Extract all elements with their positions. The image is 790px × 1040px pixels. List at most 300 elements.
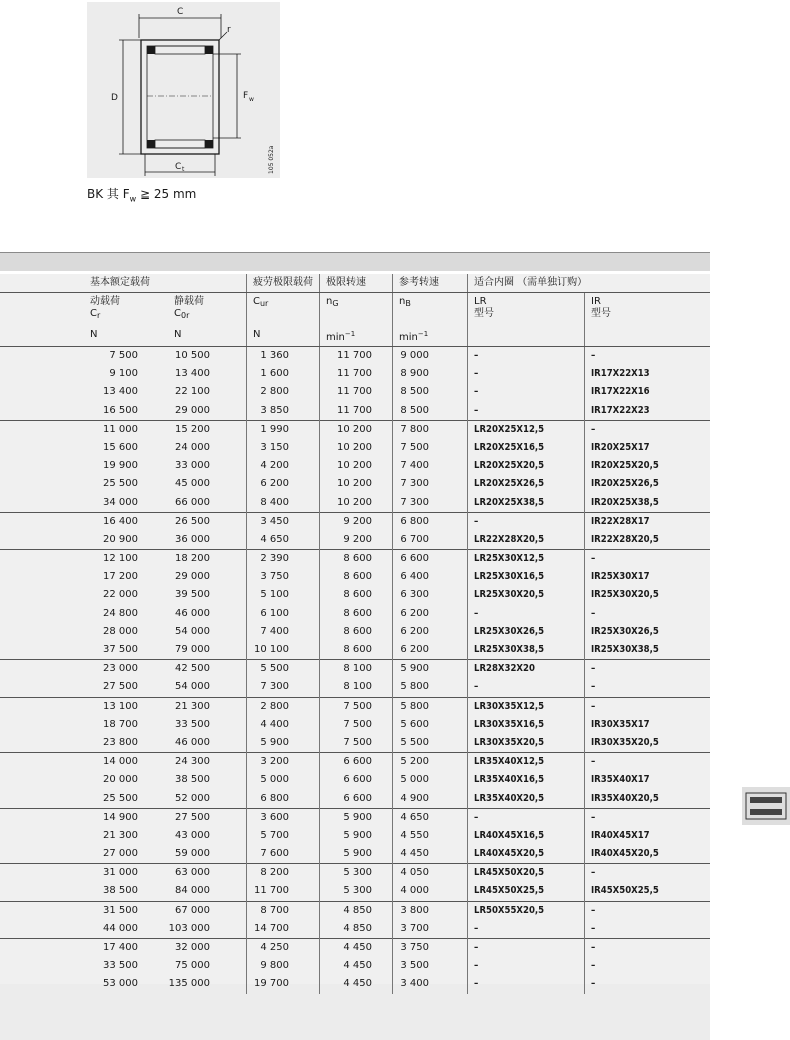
unit-cr: N (0, 326, 168, 347)
unit-lr (468, 326, 585, 347)
cell-c0r: 18 200 (168, 550, 247, 569)
cell-ir: IR25X30X26,5 (585, 623, 711, 641)
dim-ct-sub: t (182, 166, 185, 173)
cell-cur: 3 600 (247, 808, 320, 827)
header-inner-ring: 适合内圈 （需单独订购） (468, 274, 711, 293)
cell-nb: 6 700 (393, 531, 468, 550)
cell-nb: 7 300 (393, 475, 468, 493)
cell-ng: 11 700 (320, 365, 393, 383)
cell-c0r: 43 000 (175, 829, 210, 841)
cell-ng: 8 600 (320, 605, 393, 623)
table-row (0, 901, 710, 920)
table-row (0, 586, 710, 604)
cell-ir: IR20X25X38,5 (585, 494, 711, 513)
cell-ng: 6 600 (320, 771, 393, 789)
cell-nb: 5 800 (393, 678, 468, 697)
cell-lr: LR25X30X38,5 (468, 641, 585, 660)
cell-ng: 8 600 (320, 586, 393, 604)
cell-cr: 23 800 (103, 736, 138, 748)
cell-lr: LR50X55X20,5 (468, 901, 585, 920)
cell-nb: 3 700 (393, 920, 468, 939)
cell-c0r: 52 000 (175, 792, 210, 804)
cell-nb: 6 200 (393, 641, 468, 660)
cell-c0r: 13 400 (175, 368, 210, 380)
cell-lr: – (468, 975, 585, 993)
cell-ng: 8 600 (320, 641, 393, 660)
cell-lr: LR30X35X12,5 (468, 697, 585, 716)
cell-cur: 6 200 (247, 475, 320, 493)
cell-cur: 1 600 (247, 365, 320, 383)
table-row (0, 716, 710, 734)
cell-ir: – (585, 864, 711, 883)
cell-c0r: 46 000 (175, 736, 210, 748)
cell-ng: 4 450 (320, 939, 393, 958)
cell-cur: 6 800 (247, 790, 320, 809)
cell-ng: 11 700 (320, 347, 393, 366)
cell-ng: 10 200 (320, 439, 393, 457)
dim-d-label: D (111, 93, 118, 103)
cell-cur: 19 700 (247, 975, 320, 993)
cell-ng: 4 450 (320, 957, 393, 975)
cell-cr: 15 600 (103, 441, 138, 453)
cell-nb: 4 000 (393, 882, 468, 901)
cell-cr: 34 000 (103, 496, 138, 508)
cell-c0r: 39 500 (175, 589, 210, 601)
cell-ng: 5 300 (320, 882, 393, 901)
header-nb: $n_B$ (393, 293, 468, 327)
cell-ir: – (585, 975, 711, 993)
cell-ir: – (585, 660, 711, 679)
cell-c0r: 33 000 (175, 460, 210, 472)
cell-nb: 8 500 (393, 383, 468, 401)
cell-cr: 31 000 (0, 864, 168, 883)
cell-cr: 23 000 (0, 660, 168, 679)
header-static: 静载荷 $C_{0r}$ (174, 296, 204, 320)
table-row (0, 678, 710, 697)
cell-c0r: 27 500 (168, 808, 247, 827)
cell-cr: 27 000 (103, 848, 138, 860)
cell-lr: LR22X28X20,5 (468, 531, 585, 550)
cell-lr: LR20X25X16,5 (468, 439, 585, 457)
cell-nb: 5 600 (393, 716, 468, 734)
cell-ir: – (585, 939, 711, 958)
cell-ir: IR25X30X38,5 (585, 641, 711, 660)
cell-lr: LR20X25X26,5 (468, 475, 585, 493)
table-row (0, 808, 710, 827)
cell-ng: 6 600 (320, 790, 393, 809)
table-row (0, 494, 710, 513)
cell-cur: 5 000 (247, 771, 320, 789)
cell-cur: 11 700 (247, 882, 320, 901)
cell-nb: 5 900 (393, 660, 468, 679)
table-row (0, 975, 710, 993)
cell-c0r: 10 500 (168, 347, 247, 366)
cell-nb: 6 300 (393, 586, 468, 604)
cell-c0r: 36 000 (175, 533, 210, 545)
cell-ir: IR20X25X26,5 (585, 475, 711, 493)
cell-nb: 6 200 (393, 623, 468, 641)
cell-cur: 10 100 (247, 641, 320, 660)
unit-ng: $\min^{-1}$ (320, 326, 393, 347)
table-row (0, 475, 710, 493)
cell-lr: LR20X25X20,5 (468, 457, 585, 475)
cell-nb: 5 800 (393, 697, 468, 716)
cell-cur: 2 800 (247, 383, 320, 401)
table-row (0, 920, 710, 939)
cell-ng: 10 200 (320, 457, 393, 475)
table-row (0, 864, 710, 883)
cell-c0r: 32 000 (168, 939, 247, 958)
cell-ir: IR22X28X20,5 (585, 531, 711, 550)
cell-ng: 7 500 (320, 716, 393, 734)
cell-ir: IR35X40X17 (585, 771, 711, 789)
dim-r-label: r (227, 25, 231, 35)
bearing-thumb-icon (742, 787, 790, 825)
cell-lr: LR35X40X16,5 (468, 771, 585, 789)
dim-fw-label: F (243, 91, 249, 101)
cell-lr: LR30X35X20,5 (468, 734, 585, 753)
cell-nb: 6 200 (393, 605, 468, 623)
cell-ng: 9 200 (320, 531, 393, 550)
header-cur: $C_{ur}$ (247, 293, 320, 327)
dim-fw-sub: w (249, 96, 254, 103)
cell-ir: IR20X25X17 (585, 439, 711, 457)
cell-ng: 9 200 (320, 512, 393, 531)
cell-cr: 11 000 (0, 420, 168, 439)
unit-c0r: N (168, 326, 247, 347)
cell-cr: 44 000 (103, 922, 138, 934)
header-lr: LR 型号 (468, 293, 585, 327)
cell-lr: – (468, 605, 585, 623)
table-row (0, 660, 710, 679)
cell-ir: – (585, 605, 711, 623)
cell-c0r: 24 000 (175, 441, 210, 453)
cell-cr: 20 900 (103, 533, 138, 545)
cell-ir: IR17X22X23 (585, 402, 711, 421)
cell-cr: 37 500 (103, 644, 138, 655)
cell-lr: – (468, 347, 585, 366)
cell-c0r: 38 500 (175, 774, 210, 786)
cell-ir: – (585, 347, 711, 366)
cell-c0r: 79 000 (175, 644, 210, 655)
cell-c0r: 46 000 (175, 607, 210, 619)
cell-nb: 7 800 (393, 420, 468, 439)
cell-cur: 9 800 (247, 957, 320, 975)
caption-suffix: ≧ 25 mm (136, 187, 197, 201)
table-top-band (0, 252, 710, 271)
cell-cr: 24 800 (103, 607, 138, 619)
cell-nb: 8 500 (393, 402, 468, 421)
cell-cur: 4 650 (247, 531, 320, 550)
cell-nb: 4 650 (393, 808, 468, 827)
cell-cur: 4 250 (247, 939, 320, 958)
cell-ng: 5 300 (320, 864, 393, 883)
cell-c0r: 33 500 (175, 718, 210, 730)
cell-ir: IR40X45X20,5 (585, 845, 711, 864)
cell-lr: LR30X35X16,5 (468, 716, 585, 734)
cell-cr: 21 300 (103, 829, 138, 841)
cell-cr: 14 900 (0, 808, 168, 827)
cell-cur: 7 300 (247, 678, 320, 697)
cell-c0r: 84 000 (175, 885, 210, 897)
cell-ng: 8 600 (320, 623, 393, 641)
table-row (0, 623, 710, 641)
cell-cr: 25 500 (103, 792, 138, 804)
bearing-drawing-svg (87, 2, 280, 178)
header-fatigue: 疲劳极限载荷 (247, 274, 320, 293)
table-row (0, 383, 710, 401)
cell-c0r: 15 200 (168, 420, 247, 439)
cell-cur: 8 200 (247, 864, 320, 883)
cell-nb: 7 500 (393, 439, 468, 457)
cell-lr: LR35X40X12,5 (468, 753, 585, 772)
cell-ir: IR40X45X17 (585, 827, 711, 845)
cell-cur: 3 200 (247, 753, 320, 772)
cell-ir: IR25X30X17 (585, 568, 711, 586)
cell-ng: 4 450 (320, 975, 393, 993)
cell-cur: 8 400 (247, 494, 320, 513)
cell-cur: 3 150 (247, 439, 320, 457)
cell-cr: 16 400 (0, 512, 168, 531)
cell-ng: 8 100 (320, 660, 393, 679)
specs-table-body (0, 347, 710, 994)
cell-ng: 4 850 (320, 920, 393, 939)
cell-nb: 3 800 (393, 901, 468, 920)
table-row (0, 605, 710, 623)
cell-ir: – (585, 420, 711, 439)
cell-ir: IR30X35X17 (585, 716, 711, 734)
cell-c0r: 45 000 (175, 478, 210, 490)
cell-lr: LR35X40X20,5 (468, 790, 585, 809)
cell-ng: 8 100 (320, 678, 393, 697)
cell-nb: 6 600 (393, 550, 468, 569)
cell-ng: 8 600 (320, 550, 393, 569)
cell-nb: 4 900 (393, 790, 468, 809)
caption-prefix: BK 其 F (87, 187, 130, 201)
cell-nb: 7 400 (393, 457, 468, 475)
cell-lr: – (468, 512, 585, 531)
cell-cur: 7 400 (247, 623, 320, 641)
header-basic-load: 基本额定载荷 (0, 274, 247, 293)
cell-lr: – (468, 383, 585, 401)
cell-ng: 11 700 (320, 402, 393, 421)
section-thumb-tab (742, 787, 790, 825)
cell-nb: 4 550 (393, 827, 468, 845)
cell-ng: 6 600 (320, 753, 393, 772)
table-row (0, 734, 710, 753)
cell-cr: 18 700 (103, 718, 138, 730)
drawing-caption (87, 185, 196, 203)
table-row (0, 457, 710, 475)
cell-cr: 13 100 (0, 697, 168, 716)
table-row (0, 790, 710, 809)
cell-lr: – (468, 678, 585, 697)
cell-ng: 5 900 (320, 808, 393, 827)
cell-cur: 5 900 (247, 734, 320, 753)
cell-cr: 14 000 (0, 753, 168, 772)
cell-ir: – (585, 901, 711, 920)
cell-cur: 2 800 (247, 697, 320, 716)
cell-cur: 4 200 (247, 457, 320, 475)
cell-ng: 10 200 (320, 420, 393, 439)
table-row (0, 365, 710, 383)
cell-cr: 53 000 (103, 978, 138, 990)
cell-ng: 10 200 (320, 494, 393, 513)
cell-lr: LR20X25X12,5 (468, 420, 585, 439)
table-row (0, 550, 710, 569)
cell-ir: – (585, 678, 711, 697)
cell-cur: 2 390 (247, 550, 320, 569)
table-row (0, 420, 710, 439)
cell-lr: – (468, 402, 585, 421)
table-row (0, 402, 710, 421)
cell-nb: 5 500 (393, 734, 468, 753)
cell-c0r: 22 100 (175, 386, 210, 398)
cell-ir: IR17X22X16 (585, 383, 711, 401)
caption-sub: w (129, 194, 137, 204)
table-row (0, 882, 710, 901)
cell-cur: 3 850 (247, 402, 320, 421)
cell-nb: 6 800 (393, 512, 468, 531)
table-row (0, 512, 710, 531)
cell-nb: 9 000 (393, 347, 468, 366)
table-row (0, 531, 710, 550)
cell-ir: – (585, 808, 711, 827)
table-row (0, 845, 710, 864)
cell-c0r: 29 000 (175, 404, 210, 416)
cell-c0r: 54 000 (175, 625, 210, 637)
cell-cr: 31 500 (0, 901, 168, 920)
cell-cr: 33 500 (103, 960, 138, 972)
cell-cr: 27 500 (103, 681, 138, 693)
cell-ir: IR30X35X20,5 (585, 734, 711, 753)
header-dynamic: 动载荷 $C_r$ (90, 296, 120, 320)
header-ir: IR 型号 (585, 293, 711, 327)
cell-ir: – (585, 697, 711, 716)
cell-cur: 4 400 (247, 716, 320, 734)
cell-lr: LR25X30X26,5 (468, 623, 585, 641)
cell-ir: – (585, 550, 711, 569)
cell-cur: 1 990 (247, 420, 320, 439)
cell-cr: 12 100 (0, 550, 168, 569)
cell-ir: IR22X28X17 (585, 512, 711, 531)
cell-ng: 11 700 (320, 383, 393, 401)
table-row (0, 641, 710, 660)
cell-cr: 20 000 (103, 774, 138, 786)
cell-c0r: 26 500 (168, 512, 247, 531)
table-row (0, 439, 710, 457)
cell-cr: 28 000 (103, 625, 138, 637)
cell-cur: 5 100 (247, 586, 320, 604)
cell-ir: IR35X40X20,5 (585, 790, 711, 809)
cell-cur: 14 700 (247, 920, 320, 939)
cell-ng: 5 900 (320, 827, 393, 845)
cell-cur: 3 750 (247, 568, 320, 586)
specs-table (0, 274, 710, 994)
cell-cr: 13 400 (103, 386, 138, 398)
cell-c0r: 21 300 (168, 697, 247, 716)
unit-ir (585, 326, 711, 347)
cell-cr: 19 900 (103, 460, 138, 472)
cell-c0r: 42 500 (168, 660, 247, 679)
cell-c0r: 103 000 (168, 922, 210, 934)
cell-nb: 3 750 (393, 939, 468, 958)
cell-ng: 4 850 (320, 901, 393, 920)
cell-cr: 9 100 (109, 368, 138, 380)
cell-lr: LR25X30X12,5 (468, 550, 585, 569)
cell-lr: – (468, 365, 585, 383)
table-row (0, 771, 710, 789)
cell-c0r: 59 000 (175, 848, 210, 860)
cell-ir: IR45X50X25,5 (585, 882, 711, 901)
cell-nb: 7 300 (393, 494, 468, 513)
cell-cur: 1 360 (247, 347, 320, 366)
cell-nb: 5 000 (393, 771, 468, 789)
cell-lr: LR25X30X16,5 (468, 568, 585, 586)
cell-cur: 7 600 (247, 845, 320, 864)
table-row (0, 753, 710, 772)
table-row (0, 347, 710, 366)
cell-cur: 8 700 (247, 901, 320, 920)
cell-ng: 5 900 (320, 845, 393, 864)
cell-c0r: 24 300 (168, 753, 247, 772)
cell-c0r: 75 000 (175, 960, 210, 972)
cell-cur: 5 700 (247, 827, 320, 845)
cell-c0r: 66 000 (175, 496, 210, 508)
cell-lr: LR28X32X20 (468, 660, 585, 679)
cell-lr: – (468, 939, 585, 958)
cell-lr: – (468, 957, 585, 975)
drawing-code: 105 052a (268, 145, 275, 174)
cell-c0r: 67 000 (168, 901, 247, 920)
dim-ct-label: C (175, 162, 182, 172)
unit-cur: N (247, 326, 320, 347)
bearing-section-drawing (87, 2, 280, 178)
cell-ir: IR17X22X13 (585, 365, 711, 383)
cell-c0r: 29 000 (175, 571, 210, 583)
cell-ng: 7 500 (320, 697, 393, 716)
cell-lr: LR40X45X20,5 (468, 845, 585, 864)
cell-nb: 4 450 (393, 845, 468, 864)
cell-cr: 16 500 (103, 404, 138, 416)
cell-nb: 8 900 (393, 365, 468, 383)
cell-lr: LR25X30X20,5 (468, 586, 585, 604)
table-row (0, 827, 710, 845)
table-row (0, 939, 710, 958)
cell-cr: 22 000 (103, 589, 138, 601)
cell-cr: 25 500 (103, 478, 138, 490)
cell-lr: LR45X50X25,5 (468, 882, 585, 901)
cell-ir: – (585, 753, 711, 772)
cell-cr: 17 400 (0, 939, 168, 958)
cell-ir: IR25X30X20,5 (585, 586, 711, 604)
cell-lr: LR40X45X16,5 (468, 827, 585, 845)
cell-c0r: 54 000 (175, 681, 210, 693)
cell-cur: 5 500 (247, 660, 320, 679)
cell-lr: – (468, 920, 585, 939)
cell-nb: 5 200 (393, 753, 468, 772)
cell-ir: – (585, 957, 711, 975)
table-row (0, 697, 710, 716)
cell-ng: 10 200 (320, 475, 393, 493)
dim-c-label: C (177, 7, 184, 17)
cell-ir: – (585, 920, 711, 939)
cell-cur: 6 100 (247, 605, 320, 623)
cell-ir: IR20X25X20,5 (585, 457, 711, 475)
cell-cr: 38 500 (103, 885, 138, 897)
cell-nb: 6 400 (393, 568, 468, 586)
table-row (0, 957, 710, 975)
